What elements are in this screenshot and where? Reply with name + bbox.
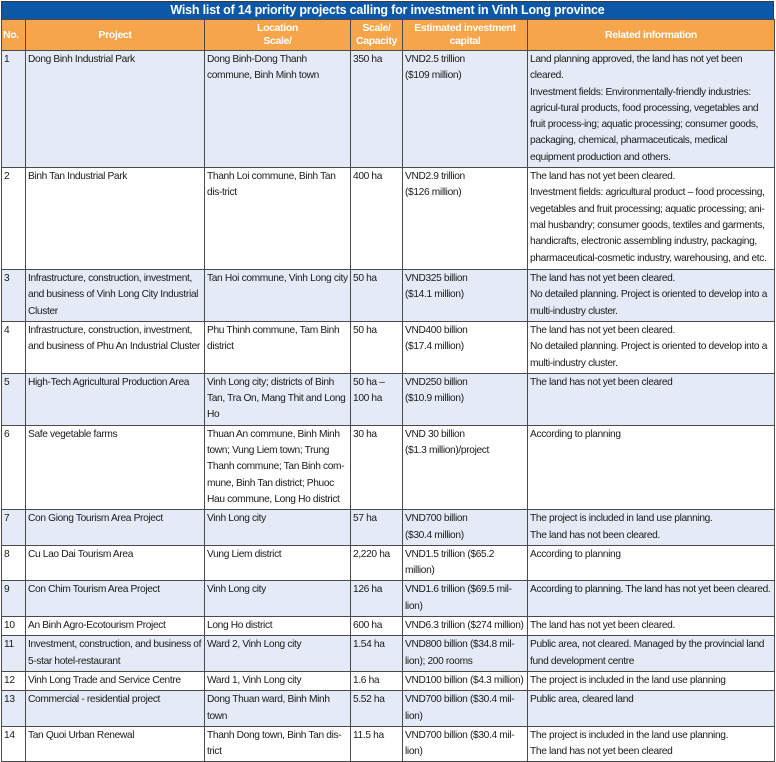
cell-info (528, 373, 775, 425)
cell-capital (403, 168, 528, 270)
cell-scale: 5.52 ha (351, 691, 403, 727)
cell-project: Safe vegetable farms (26, 425, 205, 509)
cell-location: Ward 2, Vinh Long city (205, 636, 351, 672)
header-scale-line1: Scale/ (362, 22, 391, 34)
cell-no: 8 (2, 545, 26, 581)
table-row (2, 545, 775, 581)
cell-no: 10 (2, 617, 26, 636)
cell-scale: 350 ha (351, 51, 403, 168)
cell-no: 12 (2, 671, 26, 690)
cell-project: Investment, construction, and business of 5-star hotel-restaurant (26, 636, 205, 672)
cell-info (528, 168, 775, 270)
table-title: Wish list of 14 priority projects calling for investment in Vinh Long province (1, 1, 774, 19)
cell-no: 4 (2, 321, 26, 373)
cell-project: Infrastructure, construction, investment, and business of Phu An Industrial Cluster (26, 321, 205, 373)
cell-no: 1 (2, 51, 26, 168)
table-row (2, 510, 775, 546)
capital-line: VND325 billion (405, 273, 468, 285)
header-capital-line2: capital (449, 35, 481, 47)
cell-project: Vinh Long Trade and Service Centre (26, 671, 205, 690)
table-row (2, 671, 775, 690)
capital-line: VND100 billion ($4.3 million) (405, 674, 524, 686)
cell-no: 5 (2, 373, 26, 425)
cell-info (528, 510, 775, 546)
header-project: Project (26, 20, 205, 51)
table-row (2, 636, 775, 672)
capital-line: VND250 billion (405, 376, 468, 388)
info-line: According to planning. The land has not yet been cleared. (530, 584, 771, 596)
cell-location: Vinh Long city (205, 581, 351, 617)
cell-project: Dong Binh Industrial Park (26, 51, 205, 168)
cell-location: Dong Thuan ward, Binh Minh town (205, 691, 351, 727)
cell-location: Ward 1, Vinh Long city (205, 671, 351, 690)
info-line: The land has not been cleared. (530, 529, 660, 541)
header-scale (351, 20, 403, 51)
table-row (2, 617, 775, 636)
cell-capital (403, 373, 528, 425)
cell-project: Commercial - residential project (26, 691, 205, 727)
capital-line: ($1.3 million)/project (405, 445, 490, 457)
info-line: No detailed planning. Project is oriented to develop into a multi-industry cluster. (530, 341, 768, 369)
cell-capital (403, 671, 528, 690)
info-line: Investment fields: Environmentally-friendly industries: agricul-tural products, food processing, vegetables and fruit process-ing; aquatic processing; consumer goods, packaging, chemical, pharmaceuticals, medical equipment production and others. (530, 86, 759, 163)
table-row (2, 51, 775, 168)
cell-scale: 30 ha (351, 425, 403, 509)
cell-scale: 2,220 ha (351, 545, 403, 581)
cell-info (528, 425, 775, 509)
cell-project: Infrastructure, construction, investment, and business of Vinh Long City Industrial Cluster (26, 270, 205, 322)
cell-project: Binh Tan Industrial Park (26, 168, 205, 270)
table-row (2, 425, 775, 509)
cell-location: Phu Thinh commune, Tam Binh district (205, 321, 351, 373)
cell-scale: 11.5 ha (351, 726, 403, 762)
cell-info (528, 545, 775, 581)
info-line: The project is included in the land use planning (530, 674, 726, 686)
info-line: Land planning approved, the land has not yet been cleared. (530, 54, 743, 82)
cell-capital (403, 510, 528, 546)
info-line: The land has not yet been cleared. (530, 620, 675, 632)
cell-project: Con Giong Tourism Area Project (26, 510, 205, 546)
cell-location: Long Ho district (205, 617, 351, 636)
cell-project: High-Tech Agricultural Production Area (26, 373, 205, 425)
cell-scale: 126 ha (351, 581, 403, 617)
header-no: No. (2, 20, 26, 51)
cell-scale: 400 ha (351, 168, 403, 270)
header-location (205, 20, 351, 51)
table-row (2, 373, 775, 425)
info-line: The land has not yet been cleared. (530, 171, 675, 183)
header-capital (403, 20, 528, 51)
cell-location: Thanh Loi commune, Binh Tan dis-trict (205, 168, 351, 270)
cell-capital (403, 636, 528, 672)
cell-info (528, 726, 775, 762)
cell-capital (403, 270, 528, 322)
capital-line: VND800 billion ($34.8 mil-lion); 200 rooms (405, 639, 515, 667)
projects-table (1, 19, 775, 762)
capital-line: ($126 million) (405, 187, 462, 199)
info-line: Public area, not cleared. Managed by the provincial land fund development centre (530, 639, 765, 667)
info-line: Investment fields: agricultural product – food processing, vegetables and fruit processing; aquatic processing; ani-mal husbandry; consumer goods, textiles and garments, handicrafts, electronic assembling industry, packaging, pharmaceutical-cosmetic industry, warehousing, and etc. (530, 187, 767, 264)
table-row (2, 726, 775, 762)
cell-location: Thanh Dong town, Binh Tan dis-trict (205, 726, 351, 762)
cell-no: 11 (2, 636, 26, 672)
info-line: The land has not yet been cleared. (530, 324, 675, 336)
cell-project: An Binh Agro-Ecotourism Project (26, 617, 205, 636)
cell-info (528, 636, 775, 672)
cell-info (528, 671, 775, 690)
cell-location: Vinh Long city (205, 510, 351, 546)
cell-no: 13 (2, 691, 26, 727)
cell-project: Cu Lao Dai Tourism Area (26, 545, 205, 581)
cell-capital (403, 581, 528, 617)
capital-line: VND700 billion (405, 513, 468, 525)
cell-scale: 50 ha (351, 321, 403, 373)
cell-scale: 1.54 ha (351, 636, 403, 672)
info-line: The project is included in the land use planning. (530, 729, 729, 741)
cell-no: 7 (2, 510, 26, 546)
capital-line: VND6.3 trillion ($274 million) (405, 620, 524, 632)
info-line: The land has not yet been cleared. (530, 273, 675, 285)
table-row (2, 168, 775, 270)
cell-project: Tan Quoi Urban Renewal (26, 726, 205, 762)
cell-location: Tan Hoi commune, Vinh Long city (205, 270, 351, 322)
capital-line: ($17.4 million) (405, 341, 464, 353)
cell-location: Thuan An commune, Binh Minh town; Vung Liem town; Trung Thanh commune; Tan Binh com-mune, Binh Tan district; Phuoc Hau commune, Long Ho district (205, 425, 351, 509)
cell-location: Vinh Long city; districts of Binh Tan, Tra On, Mang Thit and Long Ho (205, 373, 351, 425)
table-row (2, 321, 775, 373)
cell-no: 2 (2, 168, 26, 270)
cell-no: 3 (2, 270, 26, 322)
capital-line: VND2.5 trillion (405, 54, 465, 65)
cell-scale: 57 ha (351, 510, 403, 546)
header-location-line1: Location (257, 22, 298, 34)
info-line: According to planning (530, 428, 621, 440)
cell-location: Vung Liem district (205, 545, 351, 581)
table-row (2, 581, 775, 617)
capital-line: ($30.4 million) (405, 529, 464, 541)
cell-info (528, 270, 775, 322)
header-capital-line1: Estimated investment (414, 22, 516, 34)
table-body (2, 51, 775, 762)
cell-capital (403, 617, 528, 636)
header-scale-line2: Capacity (356, 35, 397, 47)
cell-scale: 50 ha – 100 ha (351, 373, 403, 425)
cell-capital (403, 425, 528, 509)
info-line: The project is included in land use planning. (530, 513, 713, 525)
info-line: Public area, cleared land (530, 694, 634, 706)
cell-info (528, 321, 775, 373)
table-row (2, 270, 775, 322)
info-line: The land has not yet been cleared (530, 746, 673, 758)
cell-location: Dong Binh-Dong Thanh commune, Binh Minh town (205, 51, 351, 168)
cell-no: 6 (2, 425, 26, 509)
capital-line: VND400 billion (405, 324, 468, 336)
capital-line: VND 30 billion (405, 428, 465, 440)
cell-info (528, 51, 775, 168)
cell-project: Con Chim Tourism Area Project (26, 581, 205, 617)
cell-info (528, 691, 775, 727)
cell-info (528, 581, 775, 617)
capital-line: VND700 billion ($30.4 mil-lion) (405, 729, 515, 758)
info-line: According to planning (530, 548, 621, 560)
capital-line: VND700 billion ($30.4 mil-lion) (405, 694, 515, 722)
cell-info (528, 617, 775, 636)
cell-capital (403, 691, 528, 727)
capital-line: ($109 million) (405, 70, 462, 82)
info-line: No detailed planning. Project is oriented to develop into a multi-industry cluster. (530, 289, 768, 317)
capital-line: VND1.5 trillion ($65.2 million) (405, 548, 495, 577)
capital-line: ($14.1 million) (405, 289, 464, 301)
capital-line: VND2.9 trillion (405, 171, 465, 183)
cell-no: 9 (2, 581, 26, 617)
header-info: Related information (528, 20, 775, 51)
cell-capital (403, 321, 528, 373)
projects-table-container (1, 1, 774, 762)
info-line: The land has not yet been cleared (530, 376, 673, 388)
table-row (2, 691, 775, 727)
cell-capital (403, 545, 528, 581)
cell-scale: 600 ha (351, 617, 403, 636)
capital-line: ($10.9 million) (405, 393, 464, 405)
header-location-line2: Scale/ (263, 35, 292, 47)
cell-no: 14 (2, 726, 26, 762)
capital-line: VND1.6 trillion ($69.5 mil-lion) (405, 584, 512, 612)
cell-scale: 1.6 ha (351, 671, 403, 690)
header-row (2, 20, 775, 51)
cell-capital (403, 726, 528, 762)
cell-scale: 50 ha (351, 270, 403, 322)
cell-capital (403, 51, 528, 168)
